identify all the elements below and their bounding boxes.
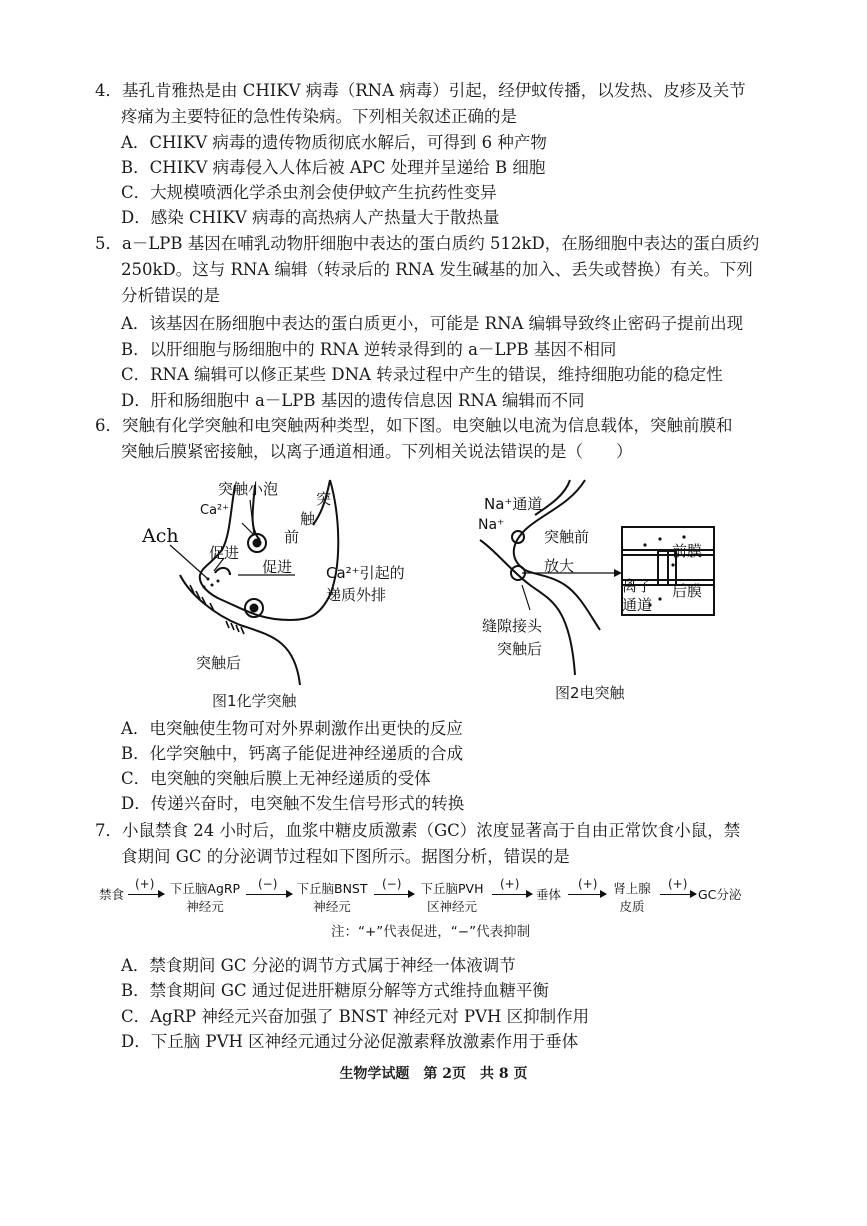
q5-option-a: A．该基因在肠细胞中表达的蛋白质更小，可能是 RNA 编辑导致终止密码子提前出现 [121, 314, 744, 333]
q6-option-d: D．传递兴奋时，电突触不发生信号形式的转换 [121, 794, 465, 813]
flow-start-node: 禁食 [99, 887, 125, 902]
fig2-post-label: 突触后 [497, 640, 543, 658]
q6-option-b: B．化学突触中，钙离子能促进神经递质的合成 [121, 744, 464, 763]
q7-stem-line1: 7．小鼠禁食 24 小时后，血浆中糖皮质激素（GC）浓度显著高于自由正常饮食小鼠，禁 [95, 821, 741, 840]
fig1-caption: 图1化学突触 [212, 692, 297, 710]
flow-node-agrp [168, 879, 242, 915]
fig2-pre-label: 突触前 [544, 528, 590, 546]
q4-stem-line1: 4．基孔肯雅热是由 CHIKV 病毒（RNA 病毒）引起，经伊蚊传播，以发热、皮疹及关节 [95, 81, 746, 100]
fig1-pre-label-1: 突 [316, 490, 332, 508]
q6-option-a: A．电突触使生物可对外界刺激作出更快的反应 [121, 719, 463, 738]
flow-node-agrp-line2: 神经元 [186, 899, 224, 914]
flow-node-adrenal-line1: 肾上腺 [613, 881, 651, 896]
flow-node-pvh [416, 879, 488, 915]
flow-sign-6: (+) [668, 877, 688, 891]
fig1-ca-label: Ca²⁺ [200, 503, 230, 518]
q5-stem-line2: 250kD。这与 RNA 编辑（转录后的 RNA 发生碱基的加入、丢失或替换）有关。下列 [121, 260, 753, 279]
q7-option-a: A．禁食期间 GC 分泌的调节方式属于神经一体液调节 [121, 956, 516, 975]
flow-node-pituitary: 垂体 [536, 887, 562, 902]
flow-arrow-5 [568, 894, 606, 895]
q4-option-c: C．大规模喷洒化学杀虫剂会使伊蚊产生抗药性变异 [121, 183, 497, 202]
flow-node-pvh-line2: 区神经元 [426, 899, 477, 914]
fig1-vesicle-label: 突触小泡 [218, 480, 279, 498]
flow-end-node: GC分泌 [698, 887, 742, 902]
flow-sign-4: (+) [500, 877, 520, 891]
flow-node-adrenal-line2: 皮质 [619, 899, 645, 914]
q7-option-c: C．AgRP 神经元兴奋加强了 BNST 神经元对 PVH 区抑制作用 [121, 1007, 590, 1026]
fig1-pre-label-2: 触 [300, 510, 316, 528]
fig1-pre-label-3: 前 [284, 528, 300, 546]
fig2-post-membrane-label: 后膜 [672, 582, 703, 600]
q7-flow-note: 注：“+”代表促进，“−”代表抑制 [331, 924, 531, 940]
fig2-na-label: Na⁺ [478, 517, 505, 533]
q6-option-c: C．电突触的突触后膜上无神经递质的受体 [121, 769, 431, 788]
flow-arrow-1 [128, 894, 164, 895]
q5-option-d: D．肝和肠细胞中 a－LPB 基因的遗传信息因 RNA 编辑而不同 [121, 391, 585, 410]
fig1-ca-release-label-2: 递质外排 [326, 586, 387, 604]
q4-option-a: A．CHIKV 病毒的遗传物质彻底水解后，可得到 6 种产物 [121, 133, 547, 152]
flow-node-adrenal [608, 879, 656, 915]
flow-sign-1: (+) [135, 877, 155, 891]
q6-stem-line2: 突触后膜紧密接触，以离子通道相通。下列相关说法错误的是（ ） [121, 442, 633, 461]
flow-sign-2: (−) [258, 877, 278, 891]
fig2-channel-label: 通道 [622, 596, 653, 614]
fig2-zoom-label: 放大 [544, 557, 575, 575]
q4-option-d: D．感染 CHIKV 病毒的高热病人产热量大于散热量 [121, 208, 500, 227]
q7-stem-line2: 食期间 GC 的分泌调节过程如下图所示。据图分析，错误的是 [121, 847, 570, 866]
fig2-pre-membrane-label: 前膜 [672, 542, 703, 560]
flow-arrow-6 [660, 894, 696, 895]
fig1-ca-release-label-1: Ca²⁺引起的 [326, 564, 405, 582]
flow-node-bnst-line1: 下丘脑BNST [296, 881, 368, 896]
fig2-na-channel-label: Na⁺通道 [484, 495, 543, 513]
page-footer: 生物学试题 第 2页 共 8 页 [339, 1066, 528, 1082]
q5-option-c: C．RNA 编辑可以修正某些 DNA 转录过程中产生的错误，维持细胞功能的稳定性 [121, 365, 723, 384]
flow-node-bnst [294, 879, 370, 915]
q5-option-b: B．以肝细胞与肠细胞中的 RNA 逆转录得到的 a－LPB 基因不相同 [121, 340, 617, 359]
fig1-post-label: 突触后 [196, 654, 242, 672]
q7-option-b: B．禁食期间 GC 通过促进肝糖原分解等方式维持血糖平衡 [121, 981, 549, 1000]
fig2-ion-label: 离子 [622, 577, 653, 595]
flow-arrow-3 [374, 894, 414, 895]
flow-node-pvh-line1: 下丘脑PVH [420, 881, 484, 896]
flow-node-bnst-line2: 神经元 [313, 899, 351, 914]
q4-stem-line2: 疼痛为主要特征的急性传染病。下列相关叙述正确的是 [121, 107, 517, 126]
fig1-promote-label-2: 促进 [262, 558, 293, 576]
flow-sign-5: (+) [578, 877, 598, 891]
fig1-ach-label: Ach [142, 525, 179, 547]
q5-stem-line1: 5．a－LPB 基因在哺乳动物肝细胞中表达的蛋白质约 512kD，在肠细胞中表达的蛋白质约 [95, 234, 760, 253]
fig2-caption: 图2电突触 [555, 684, 625, 702]
q4-option-b: B．CHIKV 病毒侵入人体后被 APC 处理并呈递给 B 细胞 [121, 158, 546, 177]
q6-stem-line1: 6．突触有化学突触和电突触两种类型，如下图。电突触以电流为信息载体，突触前膜和 [95, 416, 733, 435]
q7-option-d: D．下丘脑 PVH 区神经元通过分泌促激素释放激素作用于垂体 [121, 1032, 579, 1051]
fig2-gap-junction-label: 缝隙接头 [482, 617, 543, 635]
flow-node-agrp-line1: 下丘脑AgRP [169, 881, 241, 896]
flow-arrow-2 [246, 894, 292, 895]
flow-arrow-4 [492, 894, 532, 895]
q5-stem-line3: 分析错误的是 [121, 286, 220, 305]
flow-sign-3: (−) [382, 877, 402, 891]
fig1-promote-label-1: 促进 [209, 544, 240, 562]
